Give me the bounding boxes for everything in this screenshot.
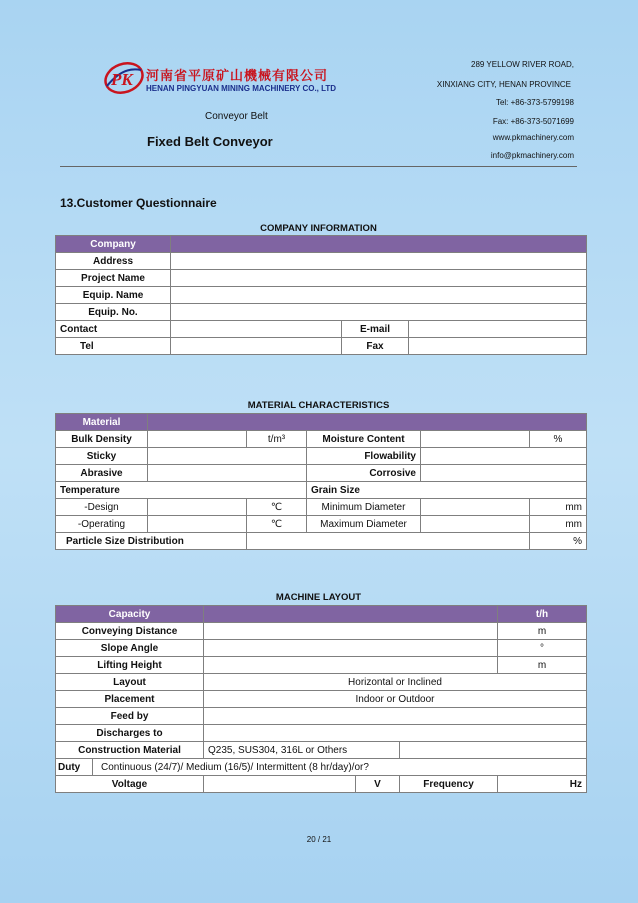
website-line: www.pkmachinery.com bbox=[492, 133, 574, 142]
contact-field[interactable] bbox=[171, 321, 342, 338]
equip-no-field[interactable] bbox=[171, 304, 587, 321]
header-title: Fixed Belt Conveyor bbox=[147, 134, 273, 149]
material-table bbox=[55, 413, 587, 550]
company-info-title: COMPANY INFORMATION bbox=[260, 223, 377, 234]
construction-material-value[interactable]: Q235, SUS304, 316L or Others bbox=[204, 742, 400, 759]
email-label: E-mail bbox=[342, 321, 409, 338]
feed-by-label: Feed by bbox=[56, 708, 204, 725]
email-field[interactable] bbox=[409, 321, 587, 338]
design-temp-unit: ℃ bbox=[247, 499, 307, 516]
psd-field[interactable] bbox=[247, 533, 530, 550]
section-title: 13.Customer Questionnaire bbox=[60, 196, 217, 210]
operating-temp-label: -Operating bbox=[56, 516, 148, 533]
lifting-height-field[interactable] bbox=[204, 657, 498, 674]
placement-label: Placement bbox=[56, 691, 204, 708]
abrasive-label: Abrasive bbox=[56, 465, 148, 482]
company-field[interactable] bbox=[171, 236, 587, 253]
min-diameter-unit: mm bbox=[530, 499, 587, 516]
company-info-table bbox=[55, 235, 587, 355]
sticky-label: Sticky bbox=[56, 448, 148, 465]
address-line-2: XINXIANG CITY, HENAN PROVINCE bbox=[436, 80, 571, 89]
material-title: MATERIAL CHARACTERISTICS bbox=[247, 400, 390, 411]
design-temp-label: -Design bbox=[56, 499, 148, 516]
voltage-field[interactable] bbox=[204, 776, 356, 793]
max-diameter-unit: mm bbox=[530, 516, 587, 533]
min-diameter-field[interactable] bbox=[421, 499, 530, 516]
company-name-cn: 河南省平原矿山機械有限公司 bbox=[146, 68, 329, 83]
duty-label: Duty bbox=[56, 759, 93, 776]
project-name-label: Project Name bbox=[56, 270, 171, 287]
frequency-label: Frequency bbox=[400, 776, 498, 793]
flowability-label: Flowability bbox=[307, 448, 421, 465]
abrasive-field[interactable] bbox=[148, 465, 307, 482]
header-subtitle: Conveyor Belt bbox=[205, 111, 268, 122]
conveying-distance-unit: m bbox=[498, 623, 587, 640]
lifting-height-label: Lifting Height bbox=[56, 657, 204, 674]
address-field[interactable] bbox=[171, 253, 587, 270]
logo-lettering: PK bbox=[111, 70, 133, 89]
machine-table bbox=[55, 605, 587, 793]
bulk-density-field[interactable] bbox=[148, 431, 247, 448]
company-label: Company bbox=[56, 236, 171, 253]
slope-angle-field[interactable] bbox=[204, 640, 498, 657]
psd-unit: % bbox=[530, 533, 587, 550]
slope-angle-label: Slope Angle bbox=[56, 640, 204, 657]
corrosive-field[interactable] bbox=[421, 465, 587, 482]
email-line: info@pkmachinery.com bbox=[490, 151, 574, 160]
capacity-label: Capacity bbox=[56, 606, 204, 623]
conveying-distance-label: Conveying Distance bbox=[56, 623, 204, 640]
voltage-unit: V bbox=[356, 776, 400, 793]
feed-by-field[interactable] bbox=[204, 708, 587, 725]
machine-title: MACHINE LAYOUT bbox=[275, 592, 362, 603]
project-name-field[interactable] bbox=[171, 270, 587, 287]
flowability-field[interactable] bbox=[421, 448, 587, 465]
slope-angle-unit: ° bbox=[498, 640, 587, 657]
psd-label: Particle Size Distribution bbox=[56, 533, 247, 550]
max-diameter-field[interactable] bbox=[421, 516, 530, 533]
discharges-to-label: Discharges to bbox=[56, 725, 204, 742]
equip-no-label: Equip. No. bbox=[56, 304, 171, 321]
max-diameter-label: Maximum Diameter bbox=[307, 516, 421, 533]
moisture-label: Moisture Content bbox=[307, 431, 421, 448]
equip-name-field[interactable] bbox=[171, 287, 587, 304]
placement-value[interactable]: Indoor or Outdoor bbox=[204, 691, 587, 708]
operating-temp-unit: ℃ bbox=[247, 516, 307, 533]
conveying-distance-field[interactable] bbox=[204, 623, 498, 640]
fax-field[interactable] bbox=[409, 338, 587, 355]
construction-material-extra[interactable] bbox=[400, 742, 587, 759]
corrosive-label: Corrosive bbox=[307, 465, 421, 482]
operating-temp-field[interactable] bbox=[148, 516, 247, 533]
layout-label: Layout bbox=[56, 674, 204, 691]
bulk-density-label: Bulk Density bbox=[56, 431, 148, 448]
sticky-field[interactable] bbox=[148, 448, 307, 465]
duty-value[interactable]: Continuous (24/7)/ Medium (16/5)/ Intermittent (8 hr/day)/or? bbox=[93, 759, 587, 776]
lifting-height-unit: m bbox=[498, 657, 587, 674]
discharges-to-field[interactable] bbox=[204, 725, 587, 742]
voltage-label: Voltage bbox=[56, 776, 204, 793]
tel-line: Tel: +86-373-5799198 bbox=[495, 98, 574, 107]
address-line-1: 289 YELLOW RIVER ROAD, bbox=[471, 60, 574, 69]
company-name-en: HENAN PINGYUAN MINING MACHINERY CO., LTD bbox=[146, 84, 337, 93]
tel-label: Tel bbox=[56, 338, 171, 355]
tel-field[interactable] bbox=[171, 338, 342, 355]
bulk-density-unit: t/m³ bbox=[247, 431, 307, 448]
temperature-label: Temperature bbox=[56, 482, 307, 499]
address-label: Address bbox=[56, 253, 171, 270]
moisture-field[interactable] bbox=[421, 431, 530, 448]
capacity-field[interactable] bbox=[204, 606, 498, 623]
material-label: Material bbox=[56, 414, 148, 431]
fax-line: Fax: +86-373-5071699 bbox=[492, 117, 574, 126]
moisture-unit: % bbox=[530, 431, 587, 448]
header-divider bbox=[60, 166, 577, 167]
equip-name-label: Equip. Name bbox=[56, 287, 171, 304]
capacity-unit: t/h bbox=[498, 606, 587, 623]
frequency-unit: Hz bbox=[498, 776, 587, 793]
layout-value[interactable]: Horizontal or Inclined bbox=[204, 674, 587, 691]
construction-material-label: Construction Material bbox=[56, 742, 204, 759]
grain-size-label: Grain Size bbox=[307, 482, 587, 499]
contact-label: Contact bbox=[56, 321, 171, 338]
min-diameter-label: Minimum Diameter bbox=[307, 499, 421, 516]
material-field[interactable] bbox=[148, 414, 587, 431]
fax-label: Fax bbox=[342, 338, 409, 355]
page-number: 20 / 21 bbox=[306, 835, 332, 844]
company-logo bbox=[103, 60, 145, 96]
design-temp-field[interactable] bbox=[148, 499, 247, 516]
